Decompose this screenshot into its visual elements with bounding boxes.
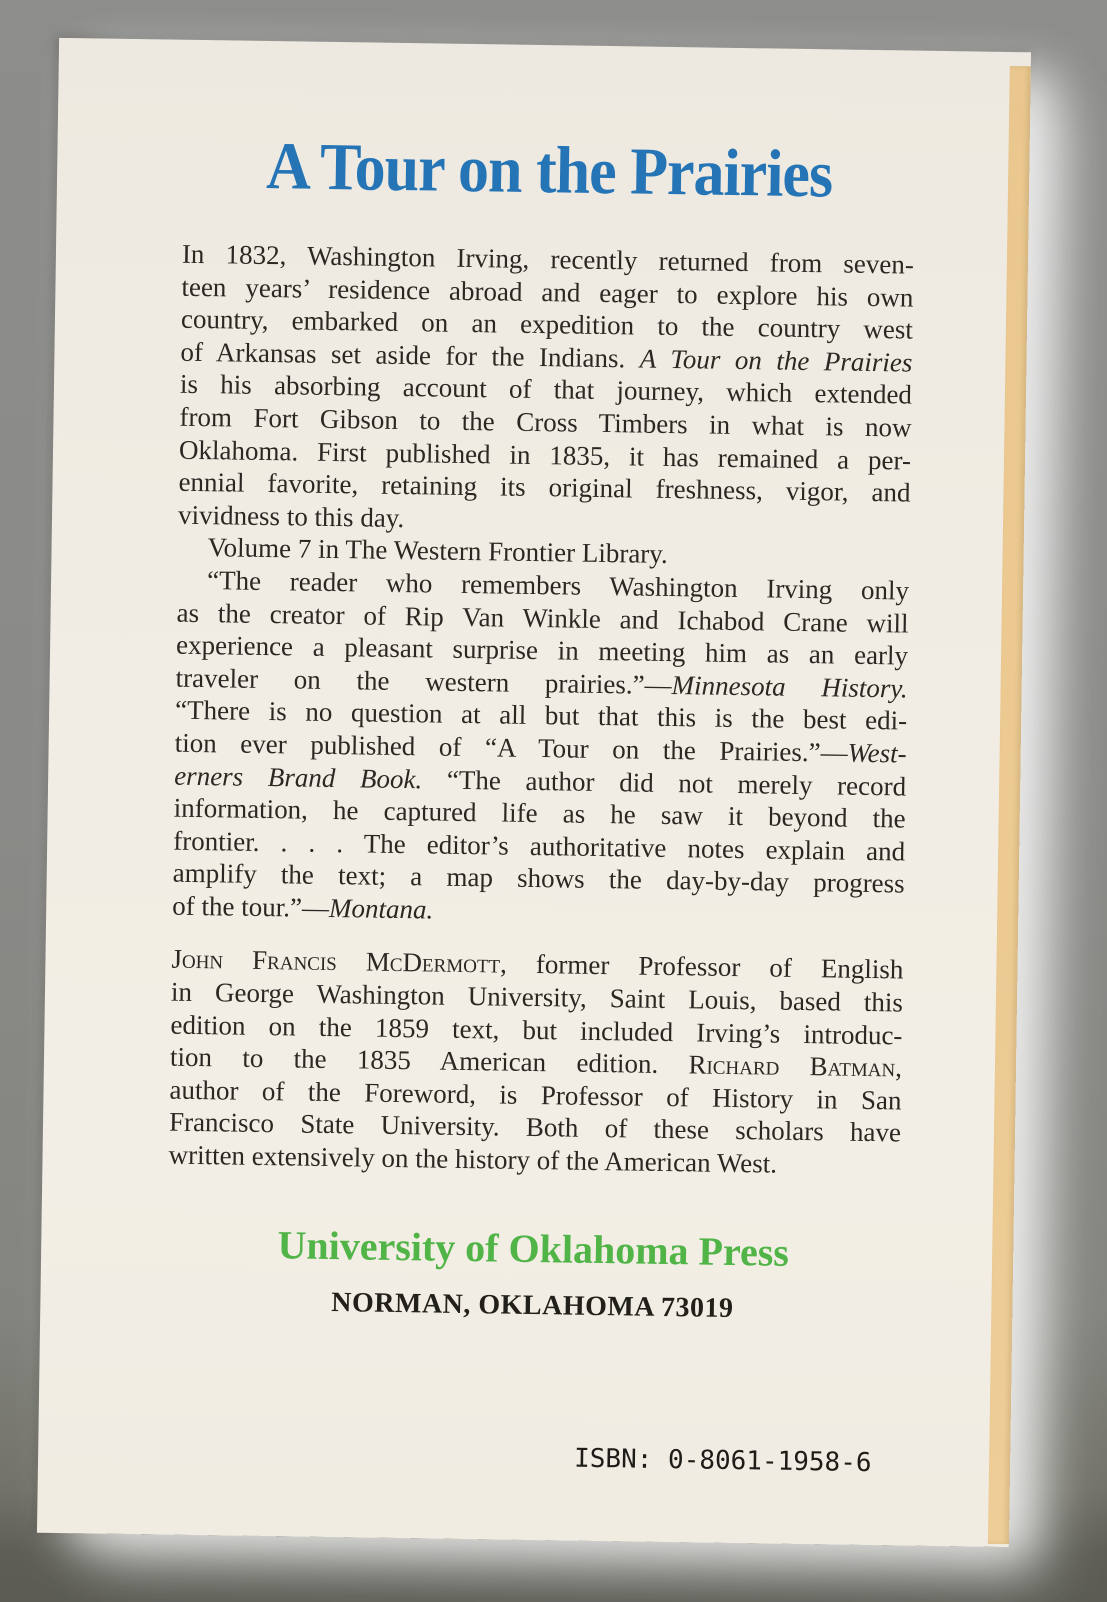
text-line: from Fort Gibson to the Cross Timbers in what is now	[179, 401, 912, 443]
text-line: of the tour.”—Montana.	[172, 890, 434, 925]
text-line: In 1832, Washington Irving, recently returned from seven-	[181, 238, 915, 280]
text-line: edition on the 1859 text, but included Irving’s introduc-	[170, 1009, 903, 1051]
text-line: traveler on the western prairies.”—Minnesota History.	[175, 662, 908, 704]
paragraph	[178, 238, 914, 542]
isbn-text: ISBN: 0-8061-1958-6	[573, 1443, 872, 1479]
paragraph	[172, 564, 909, 933]
text-line: as the creator of Rip Van Winkle and Ichabod Crane will	[176, 597, 909, 639]
blurb-text	[168, 238, 914, 1182]
text-line: in George Washington University, Saint Louis, based this	[170, 976, 904, 1018]
publisher-address: NORMAN, OKLAHOMA 73019	[331, 1287, 734, 1325]
text-line: vividness to this day.	[177, 499, 405, 533]
text-line: tion to the 1835 American edition. Richard Batman,	[169, 1041, 903, 1083]
text-line: “There is no question at all but that this is the best edi-	[174, 694, 908, 736]
book-back-cover	[37, 38, 1031, 1547]
text-line: Volume 7 in The Western Frontier Library.	[207, 532, 669, 570]
paragraph	[168, 943, 903, 1182]
text-line: John Francis McDermott, former Professor of English	[171, 944, 904, 985]
text-line: Oklahoma. First published in 1835, it has remained a per-	[178, 434, 912, 476]
text-line: country, embarked on an expedition to the country west	[180, 303, 914, 345]
text-line: teen years’ residence abroad and eager to explore his own	[181, 271, 914, 313]
text-line: tion ever published of “A Tour on the Prairies.”—West-	[174, 727, 907, 769]
page-edge	[988, 66, 1031, 1544]
text-line: author of the Foreword, is Professor of History in San	[169, 1074, 902, 1116]
text-line: amplify the text; a map shows the day-by-day progress	[172, 857, 905, 899]
text-line: Francisco State University. Both of these scholars have	[168, 1107, 902, 1148]
text-line: experience a pleasant surprise in meeting him as an early	[175, 629, 909, 671]
text-line: erners Brand Book. “The author did not merely record	[173, 760, 907, 802]
text-line: written extensively on the history of the American West.	[168, 1139, 778, 1179]
text-line: ennial favorite, retaining its original freshness, vigor, and	[178, 466, 911, 508]
text-line: “The reader who remembers Washington Irving only	[206, 565, 910, 606]
publisher-name: University of Oklahoma Press	[277, 1222, 790, 1275]
text-line: is his absorbing account of that journey, which extended	[179, 369, 913, 410]
book-title: A Tour on the Prairies	[265, 129, 833, 212]
text-line: information, he captured life as he saw it beyond the	[173, 792, 906, 834]
text-line: frontier. . . . The editor’s authoritative notes explain and	[173, 825, 906, 867]
text-line: of Arkansas set aside for the Indians. A Tour on the Prairies	[180, 336, 913, 378]
